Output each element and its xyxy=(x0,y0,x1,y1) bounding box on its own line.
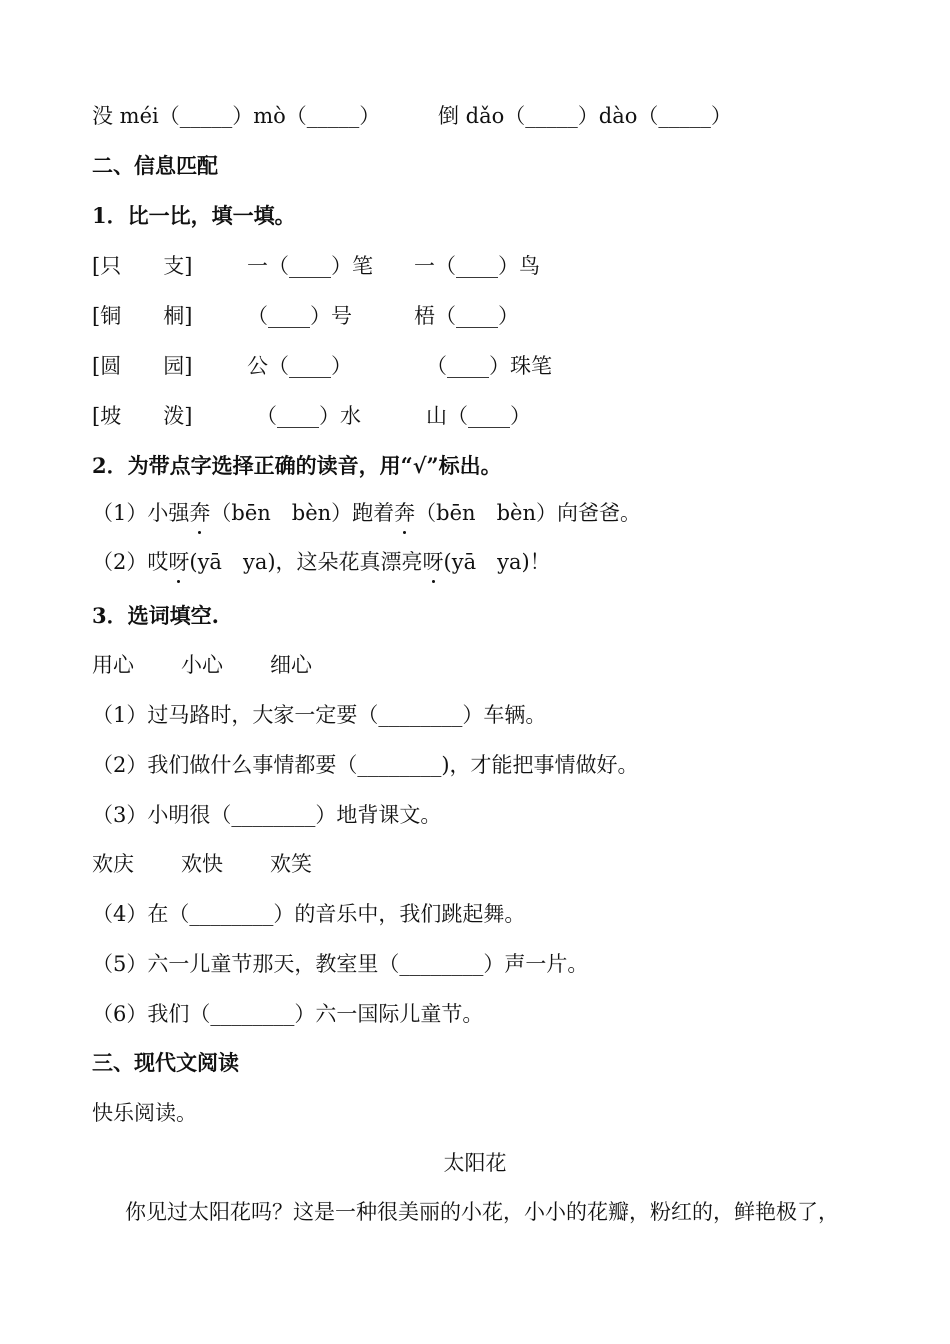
fill-blank-b: （____）珠笔 xyxy=(426,354,552,378)
fill-sentence: （2）我们做什么事情都要（________)，才能把事情做好。 xyxy=(92,753,639,777)
fill-blank-a: 公（____） xyxy=(247,354,352,378)
char-pair: [铜 桐] xyxy=(92,304,193,328)
word-choice: 细心 xyxy=(270,653,312,677)
dotted-character: 呀 xyxy=(168,550,190,574)
word-choice: 小心 xyxy=(181,653,223,677)
item-text: (yā ya)！ xyxy=(443,550,551,574)
question-1-title: 1．比一比，填一填。 xyxy=(92,203,296,228)
fill-sentence: （6）我们（________）六一国际儿童节。 xyxy=(92,1002,484,1026)
fill-sentence: （5）六一儿童节那天，教室里（________）声一片。 xyxy=(92,952,589,976)
fill-sentence: （1）过马路时，大家一定要（________）车辆。 xyxy=(92,703,547,727)
item-text: （bēn bèn）跑着 xyxy=(210,501,395,525)
reading-intro: 快乐阅读。 xyxy=(92,1101,197,1125)
passage-text: 你见过太阳花吗？这是一种很美丽的小花，小小的花瓣，粉红的，鲜艳极了， xyxy=(125,1200,839,1224)
compare-row xyxy=(92,303,852,329)
fill-blank-b: 山（____） xyxy=(426,404,531,428)
compare-row xyxy=(92,353,852,379)
fill-blank-b: 一（____）鸟 xyxy=(414,254,540,278)
fill-blank-a: （____）水 xyxy=(256,404,361,428)
item-text: （bēn bèn）向爸爸。 xyxy=(415,501,641,525)
pronunciation-item-1 xyxy=(92,500,641,526)
passage-title: 太阳花 xyxy=(443,1151,507,1175)
pinyin-line-left: 没 méi（_____）mò（_____） xyxy=(92,104,381,128)
item-text: (yā ya)，这朵花真漂亮 xyxy=(189,550,423,574)
dotted-character: 奔 xyxy=(394,501,416,525)
word-choices xyxy=(92,652,492,678)
item-text: （1）小强 xyxy=(92,501,190,525)
section-2-title: 二、信息匹配 xyxy=(92,153,218,178)
word-choice: 欢庆 xyxy=(92,852,134,876)
question-2-title: 2．为带点字选择正确的读音，用“√”标出。 xyxy=(92,453,502,478)
section-3-title: 三、现代文阅读 xyxy=(92,1050,239,1075)
pinyin-line-right: 倒 dǎo（_____）dào（_____） xyxy=(438,104,732,128)
char-pair: [圆 园] xyxy=(92,354,193,378)
compare-row xyxy=(92,253,852,279)
question-3-title: 3．选词填空. xyxy=(92,603,219,628)
fill-blank-b: 梧（____） xyxy=(414,304,519,328)
fill-blank-a: （____）号 xyxy=(247,304,352,328)
fill-sentence: （3）小明很（________）地背课文。 xyxy=(92,803,442,827)
fill-sentence: （4）在（________）的音乐中，我们跳起舞。 xyxy=(92,902,526,926)
word-choice: 用心 xyxy=(92,653,134,677)
fill-blank-a: 一（____）笔 xyxy=(247,254,373,278)
char-pair: [坡 泼] xyxy=(92,404,193,428)
word-choices xyxy=(92,851,492,877)
item-text: （2）哎 xyxy=(92,550,169,574)
char-pair: [只 支] xyxy=(92,254,193,278)
compare-row xyxy=(92,403,852,429)
word-choice: 欢笑 xyxy=(270,852,312,876)
dotted-character: 奔 xyxy=(189,501,211,525)
pronunciation-item-2 xyxy=(92,549,551,575)
dotted-character: 呀 xyxy=(422,550,444,574)
word-choice: 欢快 xyxy=(181,852,223,876)
